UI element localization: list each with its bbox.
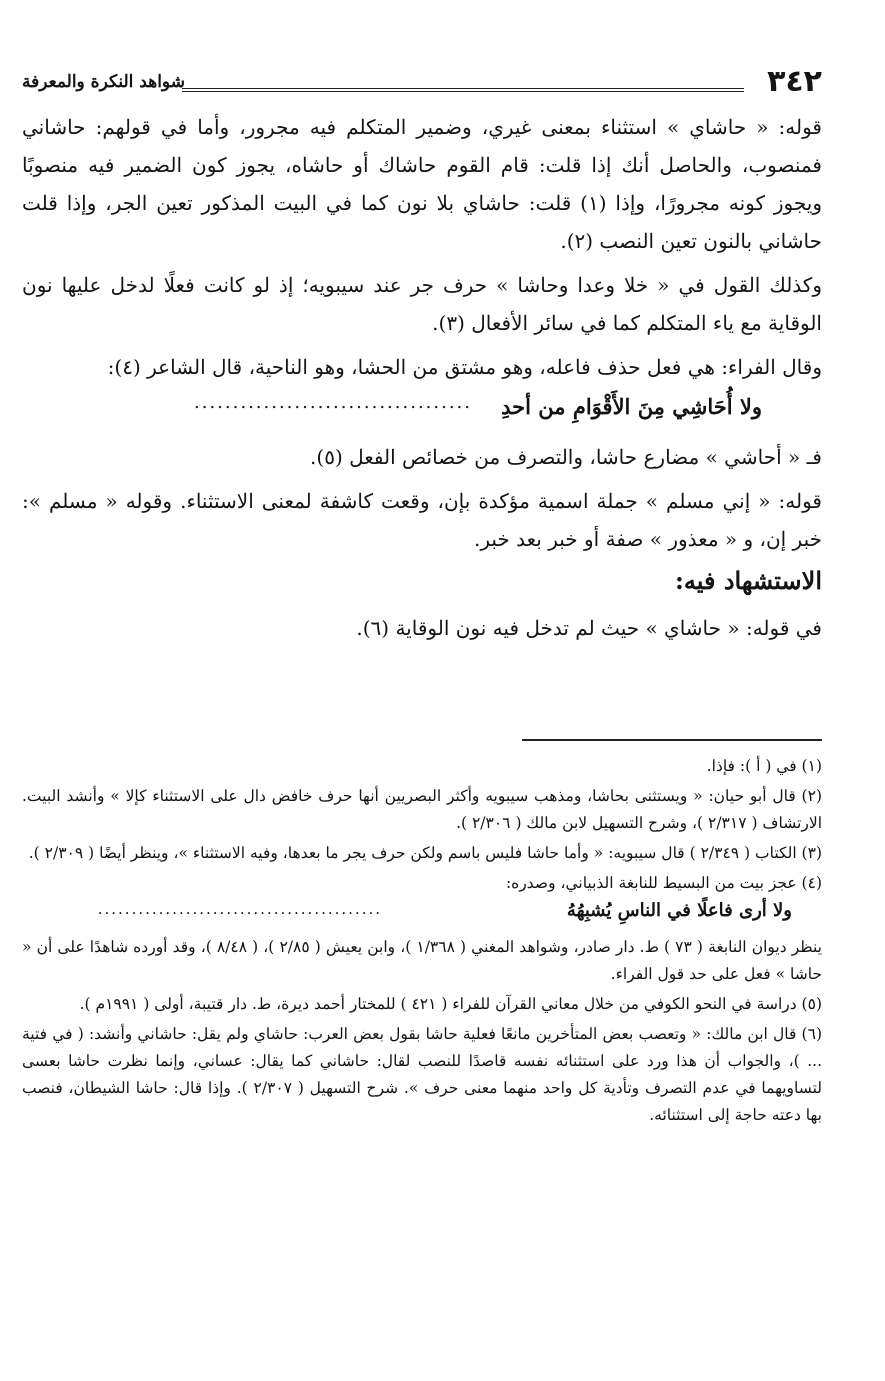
main-text	[22, 108, 822, 647]
section-heading: الاستشهاد فيه:	[675, 566, 822, 595]
paragraph: قوله: « حاشاي » استثناء بمعنى غيري، وضمير المتكلم فيه مجرور، وأما في قولهم: حاشاني فمنصوب، والحاصل أنك إذا قلت: قام القوم حاشاك أو حاشاه، يجوز كون الضمير فيه منصوبًا ويجوز كونه مجرورًا، وإذا (١) قلت: حاشاي بلا نون كما في البيت المذكور تعين الجر، وإذا قلت حاشاني بالنون تعين النصب (٢).	[22, 115, 822, 253]
paragraph: فـ « أحاشي » مضارع حاشا، والتصرف من خصائص الفعل (٥).	[310, 445, 822, 469]
paragraph: وقال الفراء: هي فعل حذف فاعله، وهو مشتق من الحشا، وهو الناحية، قال الشاعر (٤):	[107, 355, 822, 379]
footnote: (٦) قال ابن مالك: « وتعصب بعض المتأخرين مانعًا فعلية حاشا بقول بعض العرب: حاشاي ولم يقل: حاشاني وأنشد: ( في فتية ... )، والجواب أن هذا ورد على استثنائه نفسه قاصدًا للنصب لقال: حاشاني كما يقال: عساني، وإنما نظرت حاشا بعسى لتساويهما في عدم التصرف وتأدية كل واحد منهما معنى حرف ». شرح التسهيل ( ٢/٣٠٧ ). وإذا قال: حاشا الشيطان، فنصب بها دعته حاجة إلى استثنائه.	[22, 1025, 822, 1124]
footnote: (٢) قال أبو حيان: « ويستثنى بحاشا، ومذهب سيبويه وأكثر البصريين أنها حرف خافض دال على الاستثناء كإلا » وأنشد البيت. الارتشاف ( ٢/٣١٧ )، وشرح التسهيل لابن مالك ( ٢/٣٠٦ ).	[22, 787, 822, 832]
header-rule	[182, 88, 744, 92]
footnote: (٣) الكتاب ( ٢/٣٤٩ ) قال سيبويه: « وأما حاشا فليس باسم ولكن حرف يجر ما بعدها، وفيه الاستثناء »، وينظر أيضًا ( ٢/٣٠٩ ).	[28, 844, 822, 862]
footnote: ينظر ديوان النابغة ( ٧٣ ) ط. دار صادر، وشواهد المغني ( ١/٣٦٨ )، وابن يعيش ( ٢/٨٥ )، ( ٨/٤٨ )، وقد أورده شاهدًا على أن « حاشا » فعل على حد قول الفراء.	[22, 938, 822, 983]
running-title: شواهد النكرة والمعرفة	[22, 72, 185, 92]
footnote: (٤) عجز بيت من البسيط للنابغة الذبياني، وصدره:	[505, 874, 822, 892]
paragraph: قوله: « إني مسلم » جملة اسمية مؤكدة بإن، وقعت كاشفة لمعنى الاستثناء. وقوله « مسلم »: خبر إن، و « معذور » صفة أو خبر بعد خبر.	[22, 489, 822, 551]
paragraph: وكذلك القول في « خلا وعدا وحاشا » حرف جر عند سيبويه؛ إذ لو كانت فعلًا لدخل عليها نون الوقاية مع ياء المتكلم كما في سائر الأفعال (٣).	[22, 273, 822, 335]
book-page	[22, 64, 822, 1132]
verse-text: ولا أُحَاشِي مِنَ الأَقْوَامِ من أحدِ	[501, 394, 762, 419]
footnotes	[22, 753, 822, 1129]
page-header	[22, 64, 822, 104]
paragraph: في قوله: « حاشاي » حيث لم تدخل فيه نون الوقاية (٦).	[356, 616, 822, 640]
verse-ellipsis: ....................................	[194, 392, 472, 413]
footnote-verse-ellipsis: ..........................................	[97, 900, 382, 918]
footnote: (١) في ( أ ): فإذا.	[706, 757, 822, 775]
footnote: (٥) دراسة في النحو الكوفي من خلال معاني القرآن للفراء ( ٤٢١ ) للمختار أحمد ديرة، ط. دار قتيبة، أولى ( ١٩٩١م ).	[79, 995, 822, 1013]
poem-verse	[22, 392, 822, 438]
page-number: ٣٤٢	[767, 64, 822, 99]
footnote-separator	[522, 739, 822, 741]
footnote-verse-text: ولا أرى فاعلًا في الناسِ يُشبِهُهُ	[566, 900, 792, 921]
footnote-verse	[22, 900, 822, 934]
